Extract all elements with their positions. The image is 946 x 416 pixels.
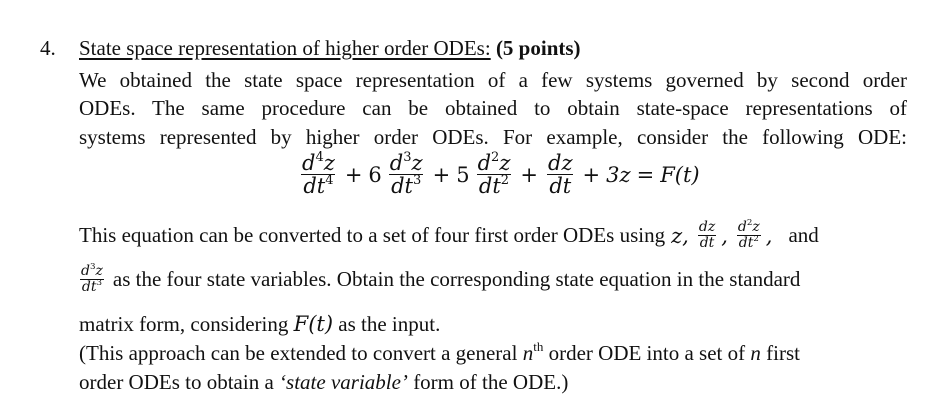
fraction-d2z-dt2: $\frac{d^2z}{dt^2}$ bbox=[477, 149, 511, 199]
fraction-d4z-dt4: $\frac{d^4z}{dt^4}$ bbox=[302, 149, 335, 199]
coefficient-6: 6 bbox=[368, 163, 382, 188]
fraction-dz-dt-small: $\frac{dz}{dt}$ bbox=[698, 219, 716, 251]
plus-sign: + bbox=[344, 163, 363, 188]
problem-number: 4. bbox=[40, 36, 56, 60]
rhs-F-of-t: F(t) bbox=[660, 163, 700, 188]
ode-equation bbox=[298, 149, 700, 199]
intro-line-1: We obtained the state space representation of a few systems governed by second order bbox=[79, 68, 907, 92]
and-word: and bbox=[788, 223, 819, 248]
fraction-d3z-dt3: $\frac{d^3z}{dt^3}$ bbox=[389, 149, 423, 199]
fraction-dz-dt: $\frac{dz}{dt}$ bbox=[548, 151, 573, 199]
intro-line-2: ODEs. The same procedure can be obtained to obtain state-space representations of bbox=[79, 96, 907, 120]
input-F-of-t: F(t) bbox=[293, 312, 334, 336]
state-variable-line-1: This equation can be converted to a set of four first order ODEs using z, $\frac{dz}{dt}$ , $\frac{d^2z}{dt^2}$ , and bbox=[79, 217, 819, 251]
state-variable-term: ‘state variable’ bbox=[279, 370, 408, 394]
problem-points: (5 points) bbox=[495, 36, 581, 60]
plus-sign: + bbox=[432, 163, 451, 188]
matrix-form-line: matrix form, considering F(t) as the input. bbox=[79, 312, 441, 336]
problem-title: State space representation of higher order ODEs: bbox=[79, 36, 491, 60]
plus-sign: + bbox=[520, 163, 539, 188]
coefficient-5: 5 bbox=[456, 163, 470, 188]
note-line-2: order ODEs to obtain a ‘state variable’ form of the ODE.) bbox=[79, 370, 569, 394]
note-line-1: (This approach can be extended to convert a general $n^{th}$ order ODE into a set of n first bbox=[79, 338, 800, 365]
term-3z: 3z bbox=[606, 163, 631, 188]
fraction-d2z-dt2-small: $\frac{d^2z}{dt^2}$ bbox=[737, 217, 760, 251]
plus-sign: + bbox=[582, 163, 601, 188]
state-variable-line-2 bbox=[77, 261, 801, 295]
problem-title-line bbox=[79, 36, 581, 61]
equals-sign: = bbox=[636, 163, 655, 188]
order-n: n bbox=[522, 341, 534, 365]
state-var-z: z, bbox=[671, 223, 689, 248]
conversion-sentence: This equation can be converted to a set of four first order ODEs using bbox=[79, 223, 666, 248]
fraction-d3z-dt3-small: $\frac{d^3z}{dt^3}$ bbox=[81, 261, 103, 295]
intro-line-3: systems represented by higher order ODEs. For example, consider the following ODE: bbox=[79, 125, 907, 149]
state-equation-sentence: as the four state variables. Obtain the corresponding state equation in the standard bbox=[112, 267, 801, 292]
